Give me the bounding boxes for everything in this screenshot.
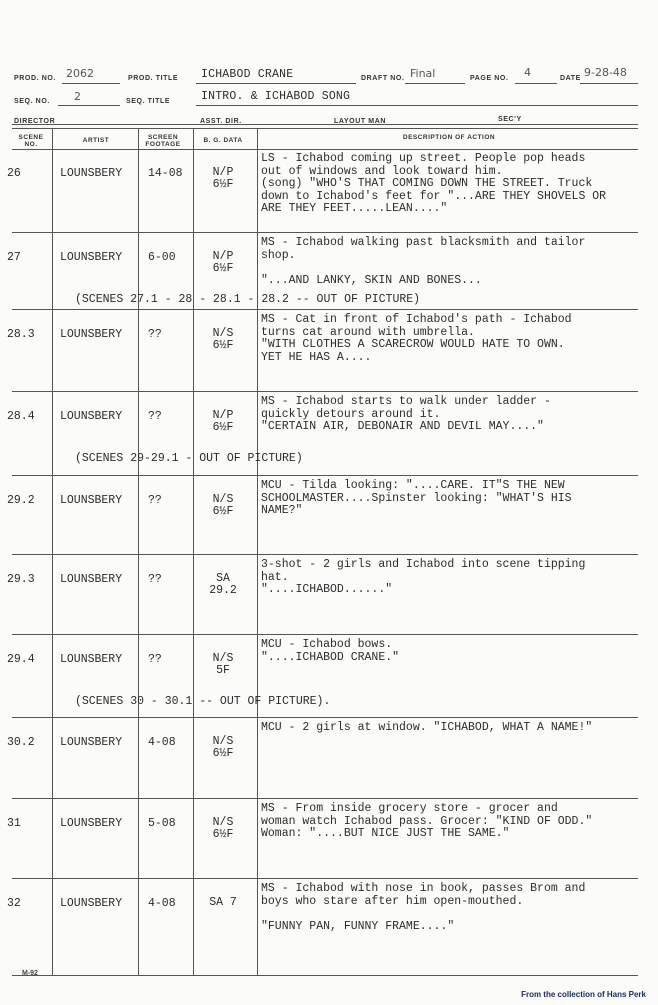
description-line: LS - Ichabod coming up street. People pop heads: [261, 152, 586, 165]
description-line: "...AND LANKY, SKIN AND BONES...: [261, 273, 482, 287]
description-line: MS - Ichabod with nose in book, passes Brom and: [261, 882, 586, 895]
secy-label: SEC'Y: [498, 116, 522, 123]
bg-data-line1: N/S: [212, 735, 234, 748]
scene-number: 28.4: [7, 410, 35, 423]
col-artist-header: ARTIST: [82, 137, 110, 144]
seq-title-value: INTRO. & ICHABOD SONG: [201, 90, 351, 103]
description-line: (song) "WHO'S THAT COMING DOWN THE STREET. Truck: [261, 177, 593, 191]
description-line: quickly detours around it.: [261, 407, 441, 421]
date-label: DATE: [560, 75, 581, 82]
out-of-picture-note: (SCENES 30 - 30.1 -- OUT OF PICTURE).: [75, 695, 331, 708]
collection-credit: From the collection of Hans Perk: [521, 990, 646, 999]
description-line: woman watch Ichabod pass. Grocer: "KIND OF ODD.": [261, 814, 593, 828]
description-of-action: [261, 237, 641, 287]
description-line: Woman: "....BUT NICE JUST THE SAME.": [261, 827, 510, 841]
description-line: hat.: [261, 570, 289, 584]
table-row: [0, 800, 658, 878]
bg-data-line1: N/S: [212, 327, 234, 340]
screen-footage: 5-08: [148, 817, 176, 830]
description-line: "WITH CLOTHES A SCARECROW WOULD HATE TO OWN.: [261, 338, 565, 352]
screen-footage: ??: [148, 410, 162, 423]
scene-number: 29.4: [7, 653, 35, 666]
table-row: [0, 477, 658, 554]
prod-title-value: ICHABOD CRANE: [201, 68, 294, 81]
bg-data-line2: 6½F: [212, 747, 234, 760]
bg-data-line1: N/S: [212, 493, 234, 506]
artist-name: LOUNSBERY: [60, 736, 123, 749]
artist-name: LOUNSBERY: [60, 494, 123, 507]
description-line: YET HE HAS A....: [261, 350, 372, 364]
description-line: MS - Ichabod starts to walk under ladder -: [261, 395, 551, 408]
bg-data-line2: 5F: [216, 664, 230, 677]
bg-data-line2: 29.2: [209, 584, 237, 597]
description-line: 3-shot - 2 girls and Ichabod into scene tipping: [261, 558, 586, 571]
layout-man-label: LAYOUT MAN: [334, 118, 387, 125]
artist-name: LOUNSBERY: [60, 251, 123, 264]
screen-footage: ??: [148, 573, 162, 586]
scene-number: 28.3: [7, 328, 35, 341]
asst-dir-label: ASST. DIR.: [200, 118, 242, 125]
description-line: down to Ichabod's feet for "...ARE THEY SHOVELS OR: [261, 189, 607, 203]
bg-data-line1: N/S: [212, 816, 234, 829]
col-footage-header: SCREEN FOOTAGE: [145, 134, 181, 148]
description-of-action: [261, 153, 641, 216]
artist-name: LOUNSBERY: [60, 410, 123, 423]
page-no-label: PAGE NO.: [470, 75, 509, 82]
bg-data-line1: N/P: [212, 409, 234, 422]
draft-no-label: DRAFT NO.: [361, 75, 405, 82]
screen-footage: 4-08: [148, 736, 176, 749]
col-bg-header: B. G. DATA: [203, 137, 243, 144]
date-value: 9-28-48: [584, 66, 627, 79]
bg-data-line1: N/P: [212, 166, 234, 179]
screen-footage: 4-08: [148, 897, 176, 910]
bg-data-line2: 6½F: [212, 828, 234, 841]
seq-no-value: 2: [74, 90, 81, 103]
table-row: [0, 234, 658, 309]
bg-data-line1: SA 7: [209, 896, 237, 909]
page-no-value: 4: [524, 66, 531, 79]
col-scene-header: SCENE NO.: [18, 134, 44, 148]
table-row: [0, 150, 658, 232]
scene-number: 26: [7, 167, 21, 180]
description-line: [261, 262, 641, 275]
description-of-action: [261, 480, 641, 518]
scene-number: 32: [7, 897, 21, 910]
col-desc-header: DESCRIPTION OF ACTION: [402, 134, 496, 141]
scene-number: 29.3: [7, 573, 35, 586]
description-line: MS - From inside grocery store - grocer and: [261, 802, 558, 815]
artist-name: LOUNSBERY: [60, 653, 123, 666]
table-row: [0, 311, 658, 391]
description-line: ARE THEY FEET.....LEAN....": [261, 202, 448, 216]
table-row: [0, 636, 658, 717]
screen-footage: 6-00: [148, 251, 176, 264]
scene-number: 31: [7, 817, 21, 830]
description-line: "FUNNY PAN, FUNNY FRAME....": [261, 919, 455, 933]
prod-no-label: PROD. NO.: [14, 75, 56, 82]
bg-data-line2: 6½F: [212, 421, 234, 434]
screen-footage: ??: [148, 328, 162, 341]
description-line: MCU - Tilda looking: "....CARE. IT"S THE NEW: [261, 479, 565, 492]
bg-data-line1: N/P: [212, 250, 234, 263]
draft-no-value: Final: [410, 67, 436, 80]
prod-title-label: PROD. TITLE: [128, 75, 179, 82]
form-number: M-92: [22, 970, 38, 977]
out-of-picture-note: (SCENES 27.1 - 28 - 28.1 - 28.2 -- OUT OF PICTURE): [75, 293, 421, 306]
artist-name: LOUNSBERY: [60, 167, 123, 180]
description-line: "....ICHABOD CRANE.": [261, 650, 400, 664]
table-row: [0, 880, 658, 975]
artist-name: LOUNSBERY: [60, 328, 123, 341]
bg-data-line2: 6½F: [212, 505, 234, 518]
description-of-action: [261, 639, 641, 664]
out-of-picture-note: (SCENES 29-29.1 - OUT OF PICTURE): [75, 452, 303, 465]
screen-footage: ??: [148, 653, 162, 666]
seq-title-label: SEQ. TITLE: [126, 98, 171, 105]
description-line: NAME?": [261, 504, 303, 518]
table-row: [0, 393, 658, 475]
description-of-action: [261, 722, 641, 735]
scene-number: 30.2: [7, 736, 35, 749]
description-of-action: [261, 803, 641, 841]
description-line: turns cat around with umbrella.: [261, 325, 475, 339]
description-line: shop.: [261, 248, 296, 262]
table-row: [0, 719, 658, 798]
bg-data-line2: 6½F: [212, 262, 234, 275]
seq-no-label: SEQ. NO.: [14, 98, 50, 105]
artist-name: LOUNSBERY: [60, 897, 123, 910]
description-of-action: [261, 559, 641, 597]
prod-no-value: 2062: [66, 67, 94, 80]
screen-footage: 14-08: [148, 167, 183, 180]
bg-data-line1: N/S: [212, 652, 234, 665]
description-line: MS - Cat in front of Ichabod's path - Ichabod: [261, 313, 572, 326]
description-line: [261, 908, 641, 921]
description-line: out of windows and look toward him.: [261, 164, 503, 178]
description-line: MCU - 2 girls at window. "ICHABOD, WHAT A NAME!": [261, 721, 593, 734]
description-of-action: [261, 396, 641, 434]
director-label: DIRECTOR: [14, 118, 56, 125]
description-of-action: [261, 314, 641, 364]
bg-data-line2: 6½F: [212, 178, 234, 191]
artist-name: LOUNSBERY: [60, 817, 123, 830]
screen-footage: ??: [148, 494, 162, 507]
table-row: [0, 556, 658, 634]
description-line: boys who stare after him open-mouthed.: [261, 894, 524, 908]
description-line: MCU - Ichabod bows.: [261, 638, 393, 651]
description-of-action: [261, 883, 641, 933]
scene-number: 27: [7, 251, 21, 264]
bg-data-line2: 6½F: [212, 339, 234, 352]
bg-data-line1: SA: [216, 572, 230, 585]
artist-name: LOUNSBERY: [60, 573, 123, 586]
description-line: "CERTAIN AIR, DEBONAIR AND DEVIL MAY....": [261, 420, 544, 434]
scene-number: 29.2: [7, 494, 35, 507]
description-line: MS - Ichabod walking past blacksmith and tailor: [261, 236, 586, 249]
description-line: "....ICHABOD......": [261, 583, 393, 597]
description-line: SCHOOLMASTER....Spinster looking: "WHAT'S HIS: [261, 491, 572, 505]
